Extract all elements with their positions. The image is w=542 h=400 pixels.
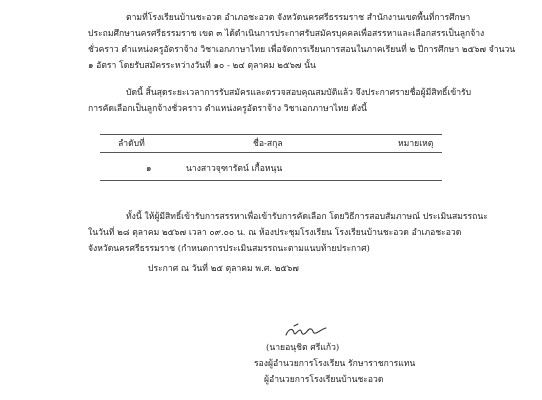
paragraph-2-line-1: บัดนี้ สิ้นสุดระยะเวลาการรับสมัครและตรวจสอบคุณสมบัติแล้ว จึงประกาศรายชื่อผู้มีสิทธิ์เข้ารับ (126, 88, 472, 98)
signatory-position-line-1: รองผู้อำนวยการโรงเรียน รักษาราชการแทน (254, 359, 416, 369)
table-header-rule (100, 152, 442, 153)
table-header-remark: หมายเหตุ (398, 139, 434, 149)
table-bottom-rule (100, 180, 442, 181)
table-header-name: ชื่อ-สกุล (253, 139, 283, 149)
paragraph-3-line-3: จังหวัดนครศรีธรรมราช (กำหนดการประเมินสมรรถนะตามแนบท้ายประกาศ) (88, 244, 370, 254)
table-top-rule (100, 134, 442, 135)
table-header-number: ลำดับที่ (118, 139, 145, 149)
handwritten-signature (284, 322, 328, 340)
paragraph-3-line-1: ทั้งนี้ ให้ผู้มีสิทธิ์เข้ารับการสรรหาเพื่อเข้ารับการคัดเลือก โดยวิธีการสอบสัมภาษณ์ ประเมินสมรรถนะ (126, 212, 488, 222)
paragraph-3-line-2: ในวันที่ ๒๘ ตุลาคม ๒๕๖๗ เวลา ๐๙.๐๐ น. ณ ห้องประชุมโรงเรียน โรงเรียนบ้านชะอวด อำเภอชะอวด (88, 228, 462, 238)
signatory-name: (นายอนุชิต ศรีแก้ว) (266, 343, 340, 353)
signatory-position-line-2: ผู้อำนวยการโรงเรียนบ้านชะอวด (264, 375, 384, 385)
paragraph-1-line-4: ๑ อัตรา โดยรับสมัครระหว่างวันที่ ๑๐ - ๒๔ ตุลาคม ๒๕๖๗ นั้น (88, 61, 316, 71)
announce-date: ประกาศ ณ วันที่ ๒๕ ตุลาคม พ.ศ. ๒๕๖๗ (148, 264, 299, 274)
paragraph-1-line-1: ตามที่โรงเรียนบ้านชะอวด อำเภอชะอวด จังหวัดนครศรีธรรมราช สำนักงานเขตพื้นที่การศึกษา (126, 13, 471, 23)
paragraph-2-line-2: การคัดเลือกเป็นลูกจ้างชั่วคราว ตำแหน่งครูอัตราจ้าง วิชาเอกภาษาไทย ดังนี้ (88, 104, 367, 114)
table-row-1-number: ๑ (146, 164, 152, 174)
paragraph-1-line-2: ประถมศึกษานครศรีธรรมราช เขต ๓ ได้ดำเนินการประกาศรับสมัครบุคคลเพื่อสรรหาและเลือกสรรเป็นลูกจ้าง (88, 29, 485, 39)
paragraph-1-line-3: ชั่วคราว ตำแหน่งครูอัตราจ้าง วิชาเอกภาษาไทย เพื่อจัดการเรียนการสอนในภาคเรียนที่ ๒ ปีการศึกษา ๒๕๖๗ จำนวน (88, 45, 516, 55)
table-row-1-name: นางสาวจุฑารัตน์ เกื้อหนุน (186, 164, 283, 174)
